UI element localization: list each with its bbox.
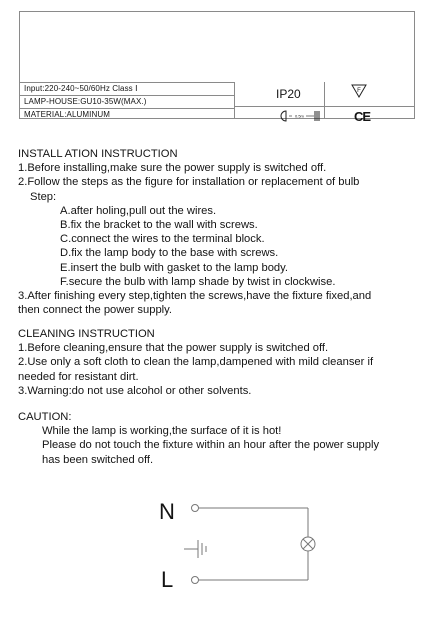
wiring-diagram (150, 494, 330, 594)
divider (234, 106, 415, 107)
lamp-distance-text: 0.5m (295, 113, 304, 119)
install-line-2: 2.Follow the steps as the figure for installation or replacement of bulb (18, 176, 360, 189)
lamp-house-spec: LAMP-HOUSE:GU10-35W(MAX.) (20, 95, 234, 107)
step-c: C.connect the wires to the terminal block. (60, 233, 265, 246)
install-line-1: 1.Before installing,make sure the power supply is switched off. (18, 162, 327, 175)
cleaning-line-2a: 2.Use only a soft cloth to clean the lamp,dampened with mild cleanser if (18, 356, 374, 369)
ground-symbol-icon (184, 540, 206, 558)
install-section (18, 147, 371, 317)
n-terminal (192, 505, 199, 512)
l-terminal (192, 577, 199, 584)
divider (234, 82, 235, 119)
step-e: E.insert the bulb with gasket to the lamp body. (60, 261, 289, 274)
ip-rating: IP20 (276, 87, 301, 101)
caution-heading: CAUTION: (18, 411, 72, 423)
f-mark-icon (351, 84, 367, 98)
l-label: L (161, 567, 174, 592)
step-d: D.fix the lamp body to the base with screws. (60, 247, 279, 260)
step-f: F.secure the bulb with lamp shade by twist in clockwise. (60, 275, 336, 288)
caution-section (18, 410, 379, 467)
step-label: Step: (30, 190, 57, 203)
cleaning-line-1: 1.Before cleaning,ensure that the power supply is switched off. (18, 342, 329, 355)
spec-label-box (19, 11, 415, 124)
lamp-symbol-icon (301, 537, 315, 551)
cleaning-line-3: 3.Warning:do not use alcohol or other solvents. (18, 384, 252, 397)
step-a: A.after holing,pull out the wires. (60, 204, 217, 217)
cleaning-section (18, 327, 373, 398)
cleaning-heading: CLEANING INSTRUCTION (18, 328, 155, 340)
material-spec: MATERIAL:ALUMINUM (20, 108, 234, 120)
caution-line-3: has been switched off. (42, 453, 154, 466)
ce-mark: CE (354, 109, 371, 124)
install-line-3b: then connect the power supply. (18, 304, 173, 317)
caution-line-1: While the lamp is working,the surface of it is hot! (42, 425, 282, 438)
step-b: B.fix the bracket to the wall with screws. (60, 219, 258, 232)
divider (324, 82, 325, 119)
caution-line-2: Please do not touch the fixture within an hour after the power supply (42, 439, 380, 452)
install-line-3a: 3.After finishing every step,tighten the screws,have the fixture fixed,and (18, 290, 372, 303)
input-spec: Input:220-240~50/60Hz Class Ⅰ (20, 82, 234, 94)
install-heading: INSTALL ATION INSTRUCTION (18, 148, 178, 160)
n-label: N (159, 499, 175, 524)
cleaning-line-2b: needed for resistant dirt. (18, 370, 139, 383)
f-mark-text: F (357, 88, 361, 94)
lamp-distance-icon (280, 110, 324, 122)
